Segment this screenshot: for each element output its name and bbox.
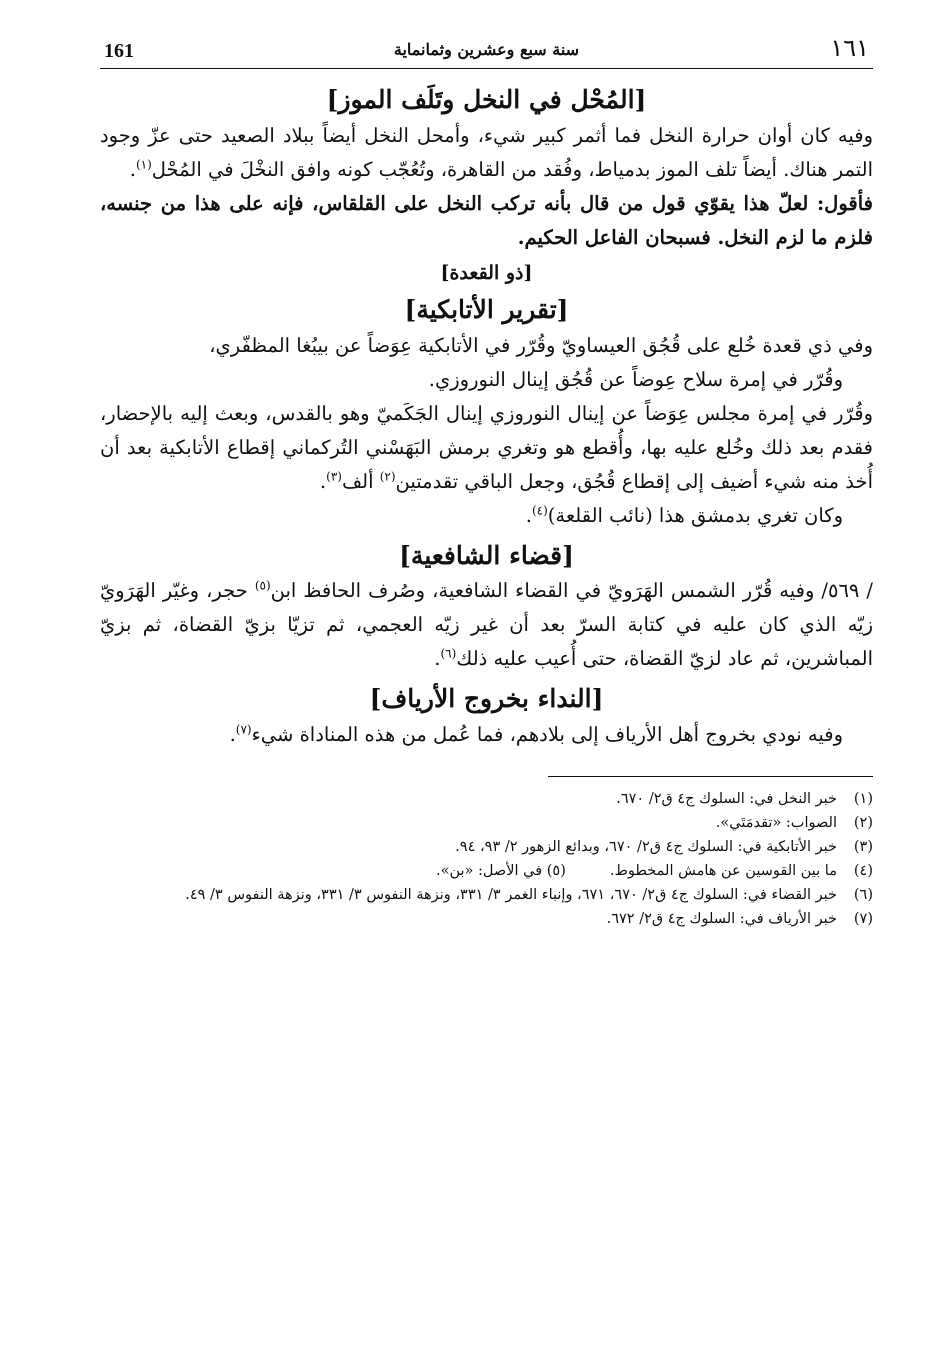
footnote-text: خبر النخل في: السلوك ج٤ ق٢/ ٦٧٠. bbox=[616, 790, 837, 807]
footnote-number: (٤) bbox=[853, 862, 873, 879]
section-heading: [ذو القعدة] bbox=[440, 261, 533, 284]
footnote-number: (٧) bbox=[853, 910, 873, 927]
paragraph bbox=[100, 718, 873, 752]
footnote-number: (٣) bbox=[853, 838, 873, 855]
section-heading: [المُحْل في النخل وتَلَف الموز] bbox=[326, 85, 647, 114]
paragraph bbox=[100, 397, 873, 499]
paragraph bbox=[100, 119, 873, 187]
paragraph bbox=[100, 574, 873, 676]
paragraph-text: وفيه نودي بخروج أهل الأرياف إلى بلادهم، فما عُمل من هذه المناداة شيء bbox=[251, 722, 843, 746]
paragraph-end: . bbox=[525, 503, 532, 527]
footnote-number: (١) bbox=[853, 790, 873, 807]
paragraph-end: . bbox=[319, 469, 327, 493]
footnote bbox=[100, 835, 873, 859]
paragraph-text: وقُرّر في إمرة سلاح عِوضاً عن قُجُق إينال النوروزي. bbox=[428, 367, 843, 391]
footnote-text: خبر الأتابكية في: السلوك ج٤ ق٢/ ٦٧٠، وبدائع الزهور ٢/ ٩٣، ٩٤. bbox=[455, 838, 837, 855]
paragraph-text: وفيه كان أوان حرارة النخل فما أثمر كبير شيء، وأمحل النخل أيضاً ببلاد الصعيد حتى عزّ وجود التمر هناك. أيضاً تلف الموز بدمياط، وفُقد من القاهرة، وتُعُجّب كونه وافق النخْلَ في المُحْل bbox=[100, 123, 873, 181]
footnote-marker: (٥) bbox=[254, 578, 271, 593]
paragraph-text: فأقول: لعلّ هذا يقوّي قول من قال بأنه تركب النخل على القلقاس، فإنه على هذا من جنسه، فلزم ما لزم النخل. فسبحان الفاعل الحكيم. bbox=[100, 191, 873, 249]
paragraph-text: / ٥٦٩/ وفيه قُرّر الشمس الهَرَويّ في القضاء الشافعية، وصُرف الحافظ ابن bbox=[270, 579, 873, 602]
footnote-text: خبر الأرياف في: السلوك ج٤ ق٢/ ٦٧٢. bbox=[606, 910, 837, 927]
footnote-number: (٦) bbox=[853, 886, 873, 903]
paragraph bbox=[100, 363, 873, 397]
section-heading: [تقرير الأتابكية] bbox=[404, 295, 569, 324]
paragraph-text: حجر، وغيّر الهَرَويّ زيّه الذي كان عليه في كتابة السرّ بعد أن غير زيّه العجمي، ثم تزيّا بزيّ القضاة، ثم بزيّ المباشرين، ثم عاد لزيّ القضاة، حتى أُعيب عليه ذلك bbox=[100, 579, 873, 670]
footnote-marker: (٤) bbox=[531, 503, 548, 517]
footnote-text: في الأصل: «بن». bbox=[435, 862, 543, 879]
footnote-text: ما بين القوسين عن هامش المخطوط. bbox=[609, 862, 837, 879]
footnote-text: خبر القضاء في: السلوك ج٤ ق٢/ ٦٧٠، ٦٧١، وإنباء الغمر ٣/ ٣٣١، ونزهة النفوس ٣/ ٣٣١، ونزهة النفوس ٣/ ٤٩. bbox=[185, 886, 837, 903]
footnote bbox=[100, 811, 873, 835]
footnotes bbox=[100, 787, 873, 931]
section-heading: [قضاء الشافعية] bbox=[399, 540, 574, 570]
footnote-number: (٢) bbox=[853, 814, 873, 831]
footnote-marker: (٦) bbox=[440, 646, 457, 661]
page-number-arabic: ١٦١ bbox=[830, 34, 869, 62]
footnote-marker: (٧) bbox=[235, 722, 252, 736]
footnote bbox=[100, 907, 873, 931]
paragraph bbox=[100, 187, 873, 255]
section-heading: [النداء بخروج الأرياف] bbox=[369, 684, 604, 713]
footnote-number: (٥) bbox=[546, 862, 566, 879]
footnote-marker: (١) bbox=[135, 157, 152, 171]
running-title: سنة سبع وعشرين وثمانماية bbox=[393, 40, 580, 59]
paragraph-end: . bbox=[229, 722, 236, 746]
running-head bbox=[100, 32, 873, 69]
main-text bbox=[100, 81, 873, 752]
paragraph-end: . bbox=[129, 157, 136, 181]
page-number-latin: 161 bbox=[104, 40, 134, 62]
paragraph-text: وكان تغري بدمشق هذا (نائب القلعة) bbox=[547, 503, 843, 527]
footnote bbox=[100, 859, 873, 883]
footnote-text: الصواب: «تقدمَتَي». bbox=[715, 814, 837, 831]
paragraph-text: ألف bbox=[341, 469, 380, 493]
paragraph-end: . bbox=[434, 647, 441, 670]
paragraph-text: وفي ذي قعدة خُلع على قُجُق العيساويّ وقُرّر في الأتابكية عِوَضاً عن بيبُغا المظفّري، bbox=[209, 333, 873, 357]
paragraph bbox=[100, 329, 873, 363]
footnote bbox=[100, 883, 873, 907]
paragraph bbox=[100, 499, 873, 533]
paragraph-text: وقُرّر في إمرة مجلس عِوَضاً عن إينال النوروزي إينال الجَكَميّ وهو بالقدس، وبعث إليه بالإحضار، فقدم بعد ذلك وخُلع عليه بها، وأُقطع هو وتغري برمش البَهَسْني التُركماني إقطاع الأتابكية بعد أن أُخذ منه شيء أضيف إلى إقطاع قُجُق، وجعل الباقي تقدمتين bbox=[100, 401, 873, 493]
footnote-marker: (٣) bbox=[326, 469, 342, 483]
footnote-marker: (٢) bbox=[379, 469, 396, 483]
footnote-divider bbox=[548, 776, 873, 777]
footnote bbox=[100, 787, 873, 811]
